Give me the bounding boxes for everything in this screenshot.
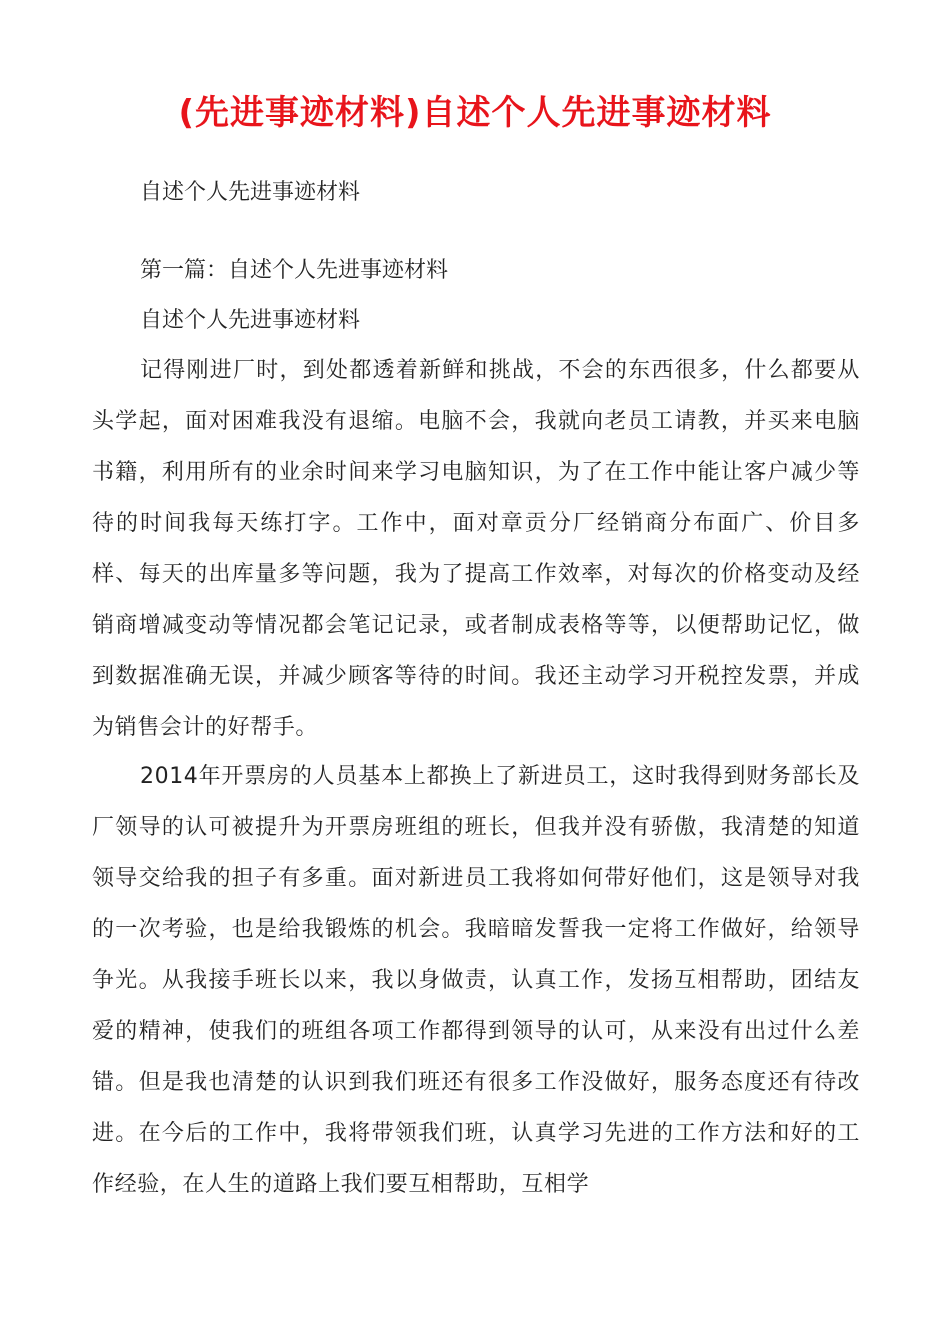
subtitle-line: 自述个人先进事迹材料: [140, 180, 361, 205]
document-title: (先进事迹材料)自述个人先进事迹材料: [178, 93, 772, 133]
paragraph-2: 2014年开票房的人员基本上都换上了新进员工，这时我得到财务部长及厂领导的认可被提升为开票房班组的班长，但我并没有骄傲，我清楚的知道领导交给我的担子有多重。面对新进员工我将如何带好他们，这是领导对我的一次考验，也是给我锻炼的机会。我暗暗发誓我一定将工作做好，给领导争光。从我接手班长以来，我以身做责，认真工作，发扬互相帮助，团结友爱的精神，使我们的班组各项工作都得到领导的认可，从来没有出过什么差错。但是我也清楚的认识到我们班还有很多工作没做好，服务态度还有待改进。在今后的工作中，我将带领我们班，认真学习先进的工作方法和好的工作经验，在人生的道路上我们要互相帮助，互相学: [92, 764, 860, 1197]
paragraph-1: 记得刚进厂时，到处都透着新鲜和挑战，不会的东西很多，什么都要从头学起，面对困难我没有退缩。电脑不会，我就向老员工请教，并买来电脑书籍，利用所有的业余时间来学习电脑知识，为了在工作中能让客户减少等待的时间我每天练打字。工作中，面对章贡分厂经销商分布面广、价目多样、每天的出库量多等问题，我为了提高工作效率，对每次的价格变动及经销商增减变动等情况都会笔记记录，或者制成表格等等，以便帮助记忆，做到数据准确无误，并减少顾客等待的时间。我还主动学习开税控发票，并成为销售会计的好帮手。: [92, 358, 860, 740]
section-heading: 自述个人先进事迹材料: [140, 308, 361, 333]
chapter-heading: 第一篇：自述个人先进事迹材料: [140, 258, 449, 283]
